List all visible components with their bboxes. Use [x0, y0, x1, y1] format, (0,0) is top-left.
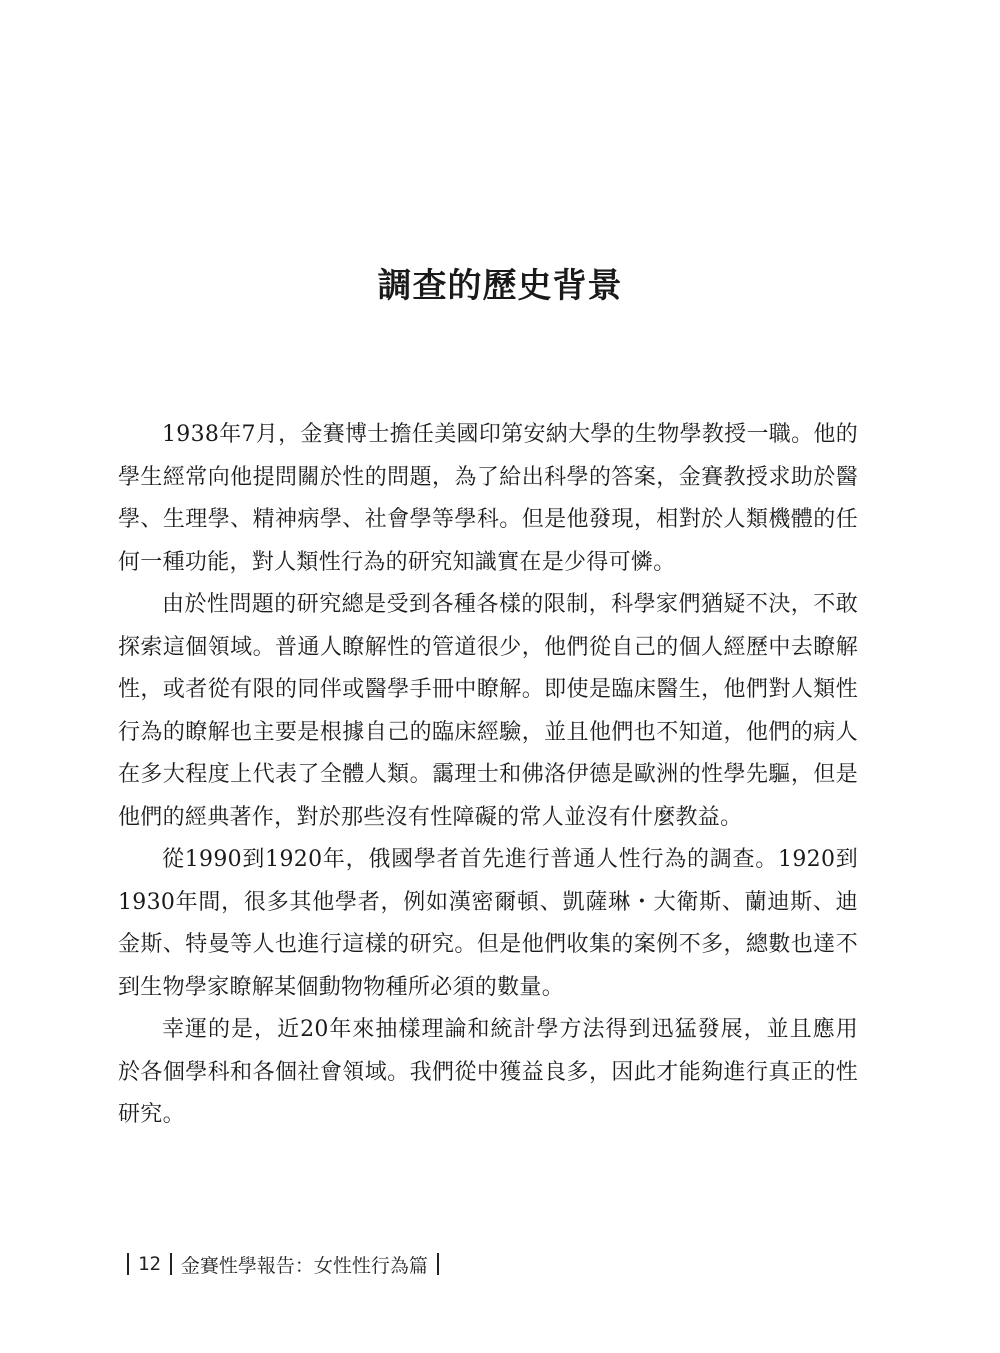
body-text — [118, 414, 858, 1137]
paragraph: 由於性問題的研究總是受到各種各樣的限制，科學家們猶疑不決，不敢探索這個領域。普通人瞭解性的管道很少，他們從自己的個人經歷中去瞭解性，或者從有限的同伴或醫學手冊中瞭解。即使是臨床醫生，他們對人類性行為的瞭解也主要是根據自己的臨床經驗，並且他們也不知道，他們的病人在多大程度上代表了全體人類。靄理士和佛洛伊德是歐洲的性學先驅，但是他們的經典著作，對於那些沒有性障礙的常人並沒有什麼教益。 — [118, 592, 858, 830]
page-footer — [118, 1250, 448, 1278]
footer-divider — [127, 1253, 129, 1275]
paragraph: 幸運的是，近20年來抽樣理論和統計學方法得到迅猛發展，並且應用於各個學科和各個社會領域。我們從中獲益良多，因此才能夠進行真正的性研究。 — [118, 1017, 858, 1127]
page-title: 調查的歷史背景 — [377, 266, 623, 306]
paragraph: 從1990到1920年，俄國學者首先進行普通人性行為的調查。1920到1930年間，很多其他學者，例如漢密爾頓、凱薩琳・大衛斯、蘭迪斯、迪金斯、特曼等人也進行這樣的研究。但是他們收集的案例不多，總數也達不到生物學家瞭解某個動物物種所必須的數量。 — [118, 847, 858, 1000]
footer-divider — [170, 1253, 172, 1275]
paragraph: 1938年7月，金賽博士擔任美國印第安納大學的生物學教授一職。他的學生經常向他提問關於性的問題，為了給出科學的答案，金賽教授求助於醫學、生理學、精神病學、社會學等學科。但是他發現，相對於人類機體的任何一種功能，對人類性行為的研究知識實在是少得可憐。 — [118, 422, 858, 575]
footer-divider — [437, 1253, 439, 1275]
page-number: 12 — [138, 1253, 161, 1275]
book-title: 金賽性學報告：女性性行為篇 — [180, 1254, 428, 1277]
